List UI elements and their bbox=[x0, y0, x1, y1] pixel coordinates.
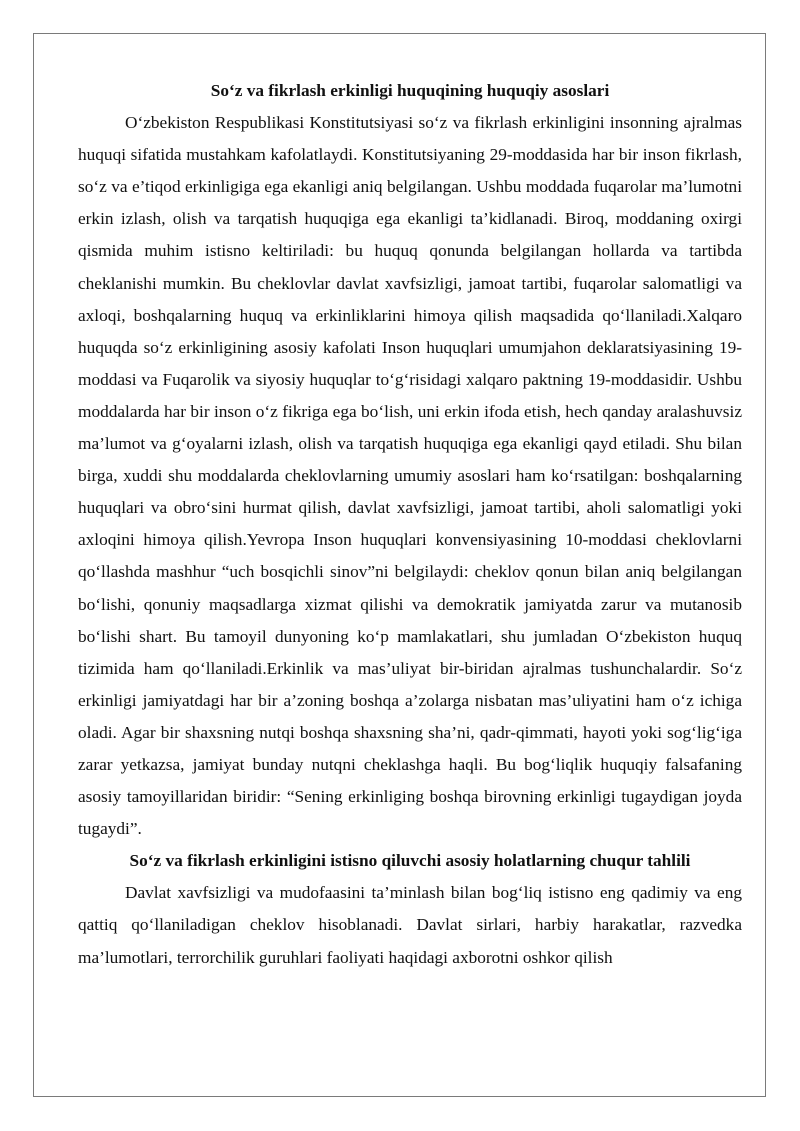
document-body bbox=[78, 75, 742, 974]
paragraph-state-security: Davlat xavfsizligi va mudofaasini ta’minlash bilan bog‘liq istisno eng qadimiy va eng qattiq qo‘llaniladigan cheklov hisoblanadi. Davlat sirlari, harbiy harakatlar, razvedka ma’lumotlari, terrorchilik guruhlari faoliyati haqidagi axborotni oshkor qilish bbox=[78, 883, 742, 967]
section-heading-legal-basis: So‘z va fikrlash erkinligi huquqining huquqiy asoslari bbox=[210, 81, 610, 100]
section-heading-exceptions-analysis: So‘z va fikrlash erkinligini istisno qiluvchi asosiy holatlarning chuqur tahlili bbox=[129, 851, 691, 871]
paragraph-legal-basis: O‘zbekiston Respublikasi Konstitutsiyasi so‘z va fikrlash erkinligini insonning ajralmas huquqi sifatida mustahkam kafolatlaydi. Konstitutsiyaning 29-moddasida har bir inson fikrlash, so‘z va e’tiqod erkinligiga ega ekanligi aniq belgilangan. Ushbu moddada fuqarolar ma’lumotni erkin izlash, olish va tarqatish huquqiga ega ekanligi ta’kidlanadi. Biroq, moddaning oxirgi qismida muhim istisno keltiriladi: bu huquq qonunda belgilangan hollarda va tartibda cheklanishi mumkin. Bu cheklovlar davlat xavfsizligi, jamoat tartibi, fuqarolar salomatligi va axloqi, boshqalarning huquq va erkinliklarini himoya qilish maqsadida qo‘llaniladi.Xalqaro huquqda so‘z erkinligining asosiy kafolati Inson huquqlari umumjahon deklaratsiyasining 19-moddasi va Fuqarolik va siyosiy huquqlar to‘g‘risidagi xalqaro paktning 19-moddasidir. Ushbu moddalarda har bir inson o‘z fikriga ega bo‘lish, uni erkin ifoda etish, hech qanday aralashuvsiz ma’lumot va g‘oyalarni izlash, olish va tarqatish huquqiga ega ekanligi qayd etiladi. Shu bilan birga, xuddi shu moddalarda cheklovlarning umumiy asoslari ham ko‘rsatilgan: boshqalarning huquqlari va obro‘sini hurmat qilish, davlat xavfsizligi, jamoat tartibi, aholi salomatligi yoki axloqini himoya qilish.Yevropa Inson huquqlari konvensiyasining 10-moddasi cheklovlarni qo‘llashda mashhur “uch bosqichli sinov”ni belgilaydi: cheklov qonun bilan aniq belgilangan bo‘lishi, qonuniy maqsadlarga xizmat qilishi va demokratik jamiyatda zarur va mutanosib bo‘lishi shart. Bu tamoyil dunyoning ko‘p mamlakatlari, shu jumladan O‘zbekiston huquq tizimida ham qo‘llaniladi.Erkinlik va mas’uliyat bir-biridan ajralmas tushunchalardir. So‘z erkinligi jamiyatdagi har bir a’zoning boshqa a’zolarga nisbatan mas’uliyatini ham o‘z ichiga oladi. Agar bir shaxsning nutqi boshqa shaxsning sha’ni, qadr-qimmati, hayoti yoki sog‘lig‘iga zarar yetkazsa, jamiyat bunday nutqni cheklashga haqli. Bu bog‘liqlik huquqiy falsafaning asosiy tamoyillaridan biridir: “Sening erkinliging boshqa birovning erkinligi tugaydigan joyda tugaydi”. bbox=[78, 113, 742, 839]
